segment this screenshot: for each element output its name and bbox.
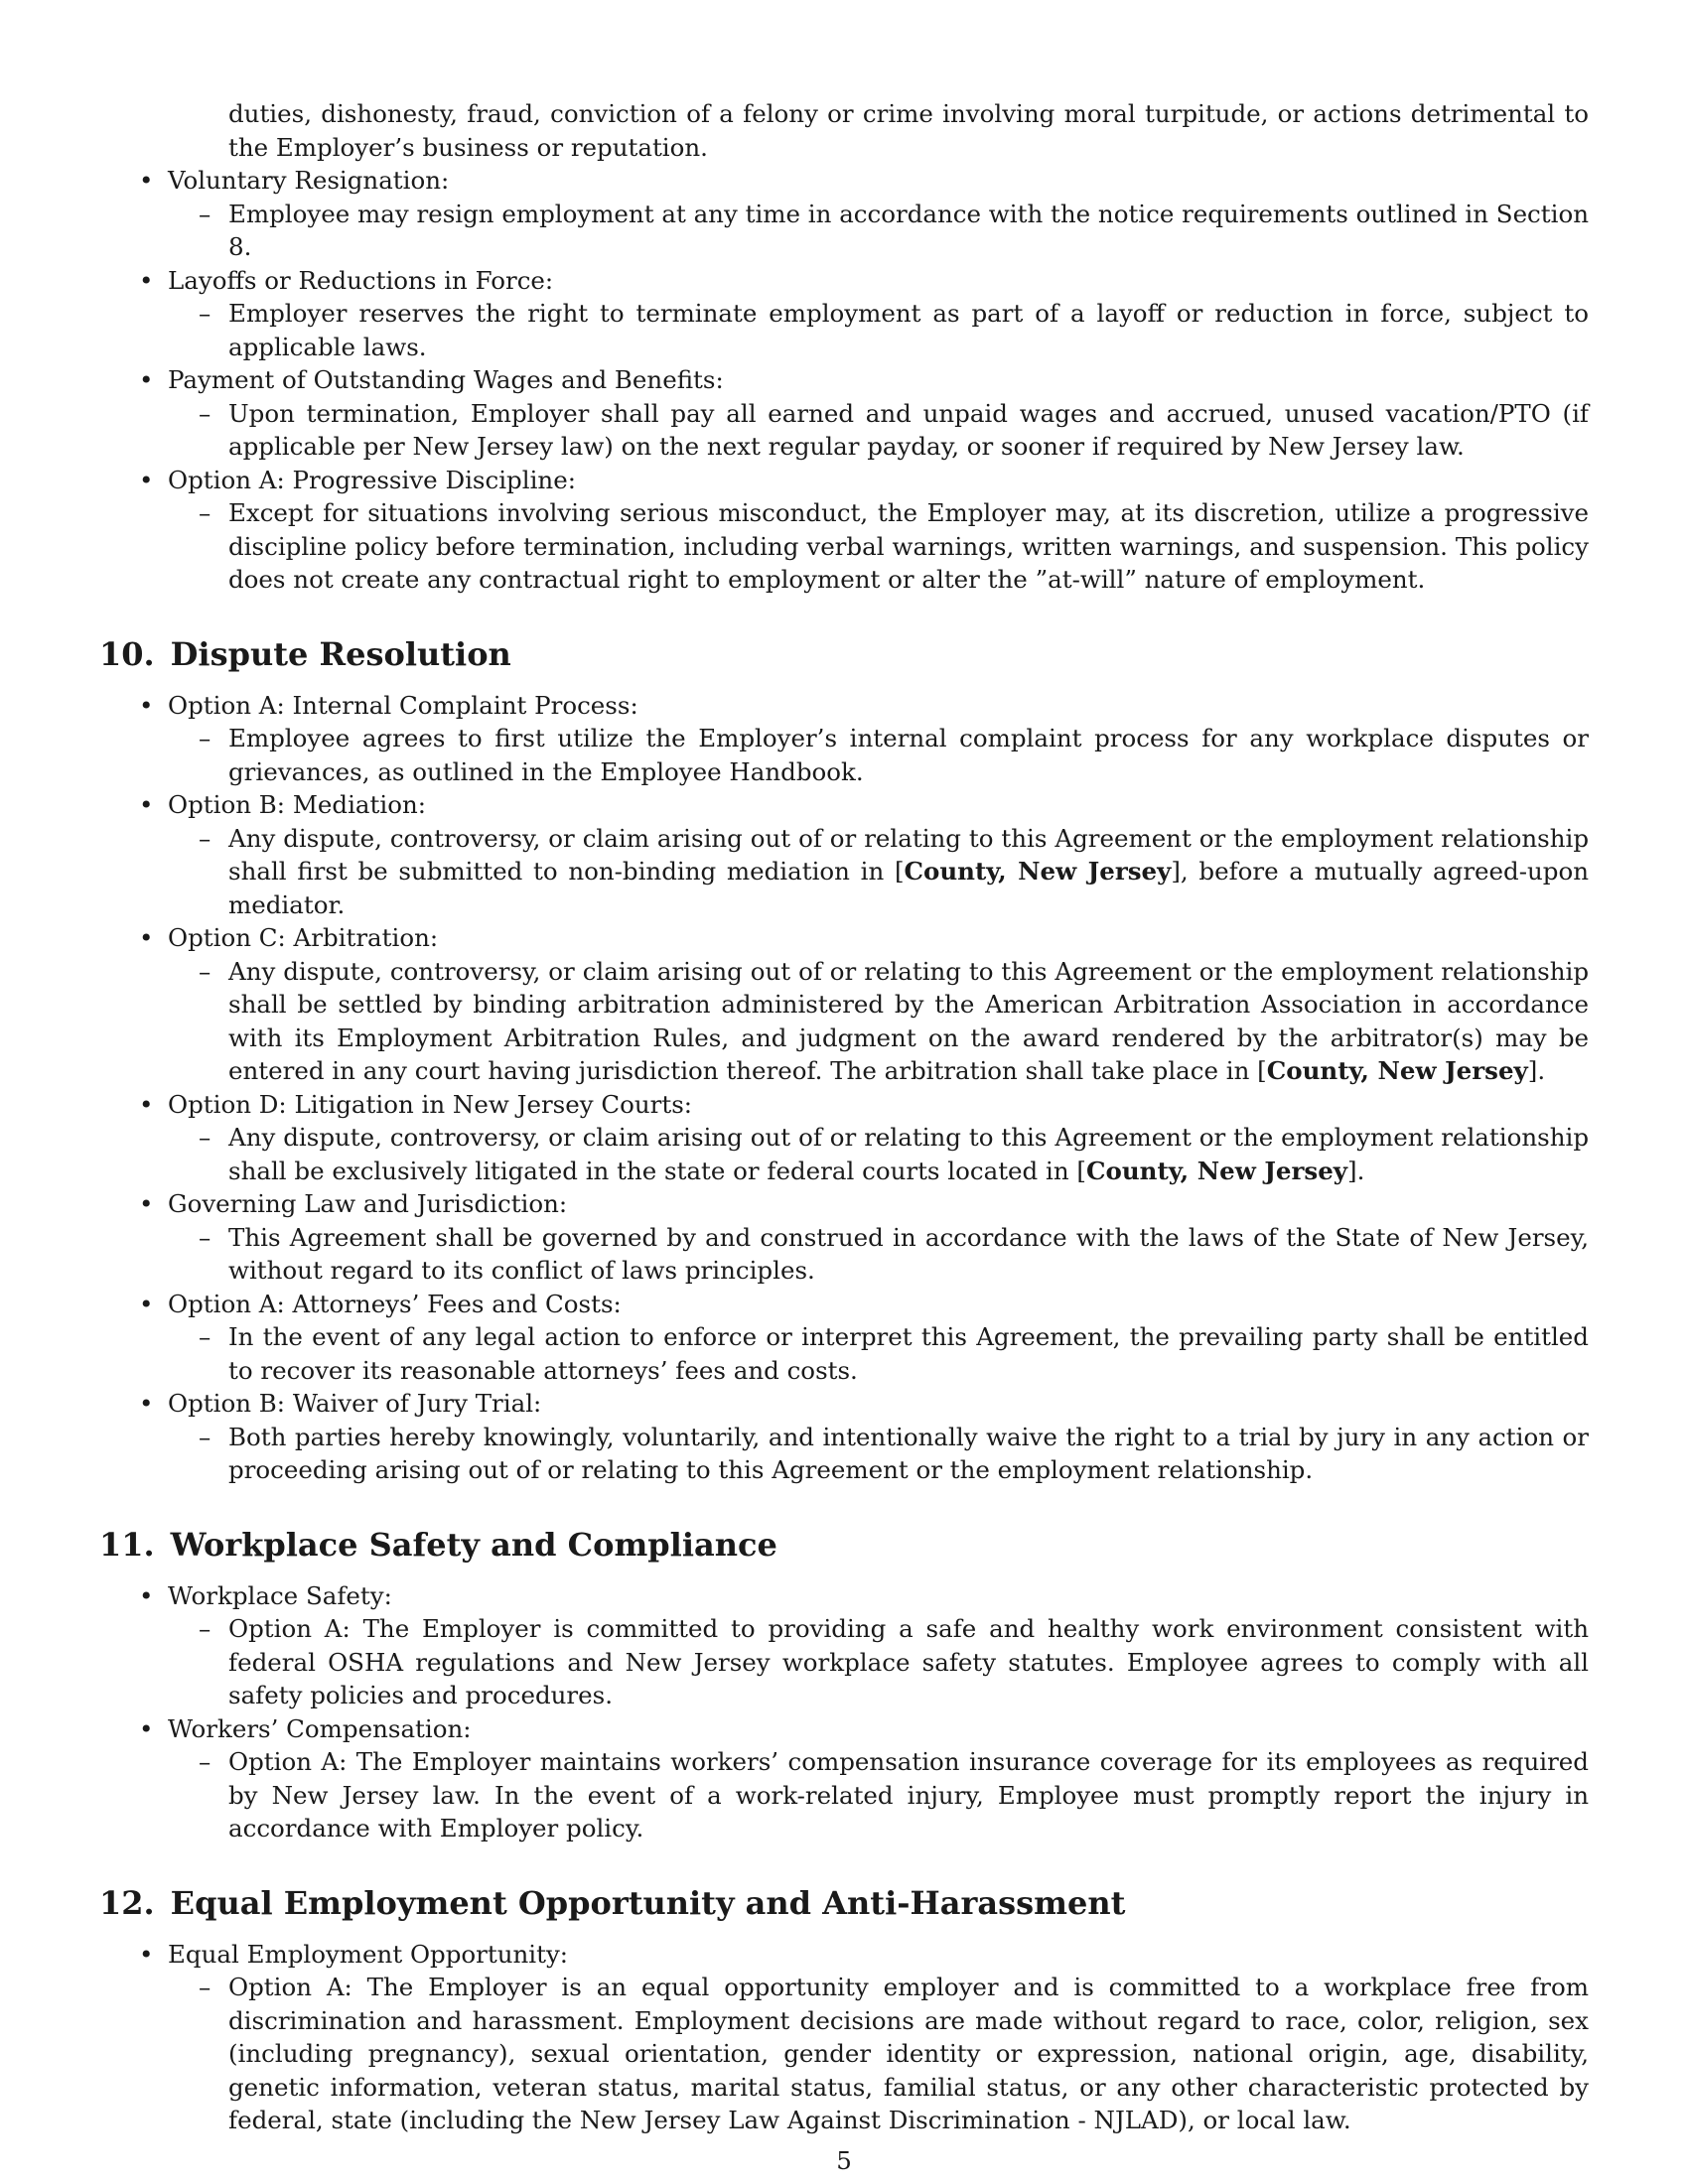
list-item: • Option D: Litigation in New Jersey Courts: <box>99 1088 1589 1122</box>
list-item-detail: – Except for situations involving serious misconduct, the Employer may, at its discretion, utilize a progressive discipline policy before termination, including verbal warnings, written warnings, and suspension. This policy does not create any contractual right to employment or alter the ”at-will” nature of employment. <box>99 496 1589 597</box>
list-item-detail: – Employer reserves the right to terminate employment as part of a layoff or reduction in force, subject to applicable laws. <box>99 297 1589 363</box>
list-item-detail: – This Agreement shall be governed by and construed in accordance with the laws of the State of New Jersey, without regard to its conflict of laws principles. <box>99 1221 1589 1288</box>
section-number: 12. <box>99 1883 155 1922</box>
page-content <box>99 97 1589 2137</box>
list-item-detail: – In the event of any legal action to enforce or interpret this Agreement, the prevailing party shall be entitled to recover its reasonable attorneys’ fees and costs. <box>99 1320 1589 1387</box>
list-item: • Option B: Waiver of Jury Trial: <box>99 1387 1589 1421</box>
list-item-detail: – Option A: The Employer is committed to providing a safe and healthy work environment consistent with federal OSHA regulations and New Jersey workplace safety statutes. Employee agrees to comply with all safety policies and procedures. <box>99 1612 1589 1712</box>
placeholder-county: County, New Jersey <box>904 857 1172 886</box>
list-item: • Equal Employment Opportunity: <box>99 1938 1589 1972</box>
section-title: Dispute Resolution <box>170 634 511 673</box>
section-heading-dispute-resolution <box>99 634 1589 674</box>
list-item-detail: – Any dispute, controversy, or claim arising out of or relating to this Agreement or the employment relationship shall be exclusively litigated in the state or federal courts located in [County, New Jersey]. <box>99 1121 1589 1187</box>
list-item-detail: – Both parties hereby knowingly, voluntarily, and intentionally waive the right to a trial by jury in any action or proceeding arising out of or relating to this Agreement or the employment relationship. <box>99 1421 1589 1487</box>
workplace-safety-list <box>99 1579 1589 1845</box>
termination-list <box>99 164 1589 597</box>
section-title: Equal Employment Opportunity and Anti-Harassment <box>170 1883 1126 1922</box>
placeholder-county: County, New Jersey <box>1266 1056 1528 1085</box>
section-number: 10. <box>99 634 155 673</box>
list-item-detail: – Employee agrees to first utilize the Employer’s internal complaint process for any workplace disputes or grievances, as outlined in the Employee Handbook. <box>99 722 1589 788</box>
placeholder-county: County, New Jersey <box>1085 1156 1348 1185</box>
list-item: • Option C: Arbitration: <box>99 921 1589 955</box>
section-heading-workplace-safety <box>99 1525 1589 1565</box>
section-title: Workplace Safety and Compliance <box>170 1525 777 1564</box>
equal-employment-list <box>99 1938 1589 2137</box>
list-item-detail: – Any dispute, controversy, or claim arising out of or relating to this Agreement or the employment relationship shall first be submitted to non-binding mediation in [County, New Jersey], before a mutually agreed-upon mediator. <box>99 822 1589 922</box>
list-item: • Option A: Attorneys’ Fees and Costs: <box>99 1288 1589 1321</box>
list-item: • Option A: Progressive Discipline: <box>99 464 1589 497</box>
list-item: • Option A: Internal Complaint Process: <box>99 689 1589 723</box>
list-item: • Governing Law and Jurisdiction: <box>99 1187 1589 1221</box>
list-item-detail: – Upon termination, Employer shall pay all earned and unpaid wages and accrued, unused vacation/PTO (if applicable per New Jersey law) on the next regular payday, or sooner if required by New Jersey law. <box>99 397 1589 464</box>
page-number: 5 <box>836 2146 852 2175</box>
list-item-detail: – Option A: The Employer is an equal opportunity employer and is committed to a workplace free from discrimination and harassment. Employment decisions are made without regard to race, color, religion, sex (including pregnancy), sexual orientation, gender identity or expression, national origin, age, disability, genetic information, veteran status, marital status, familial status, or any other characteristic protected by federal, state (including the New Jersey Law Against Discrimination - NJLAD), or local law. <box>99 1971 1589 2137</box>
list-item: • Voluntary Resignation: <box>99 164 1589 198</box>
section-number: 11. <box>99 1525 155 1564</box>
dispute-resolution-list <box>99 689 1589 1487</box>
list-item: • Layoffs or Reductions in Force: <box>99 264 1589 298</box>
list-item: • Workplace Safety: <box>99 1579 1589 1613</box>
section-heading-equal-employment <box>99 1883 1589 1923</box>
list-item: • Option B: Mediation: <box>99 788 1589 822</box>
list-item-detail: – Employee may resign employment at any time in accordance with the notice requirements outlined in Section 8. <box>99 198 1589 264</box>
list-item: • Payment of Outstanding Wages and Benefits: <box>99 363 1589 397</box>
list-item-detail: – Option A: The Employer maintains workers’ compensation insurance coverage for its employees as required by New Jersey law. In the event of a work-related injury, Employee must promptly report the injury in accordance with Employer policy. <box>99 1745 1589 1845</box>
continuation-text: duties, dishonesty, fraud, conviction of a felony or crime involving moral turpitude, or actions detrimental to the Employer’s business or reputation. <box>228 99 1589 162</box>
list-item-detail: – Any dispute, controversy, or claim arising out of or relating to this Agreement or the employment relationship shall be settled by binding arbitration administered by the American Arbitration Association in accordance with its Employment Arbitration Rules, and judgment on the award rendered by the arbitrator(s) may be entered in any court having jurisdiction thereof. The arbitration shall take place in [County, New Jersey]. <box>99 955 1589 1088</box>
list-item: • Workers’ Compensation: <box>99 1712 1589 1746</box>
